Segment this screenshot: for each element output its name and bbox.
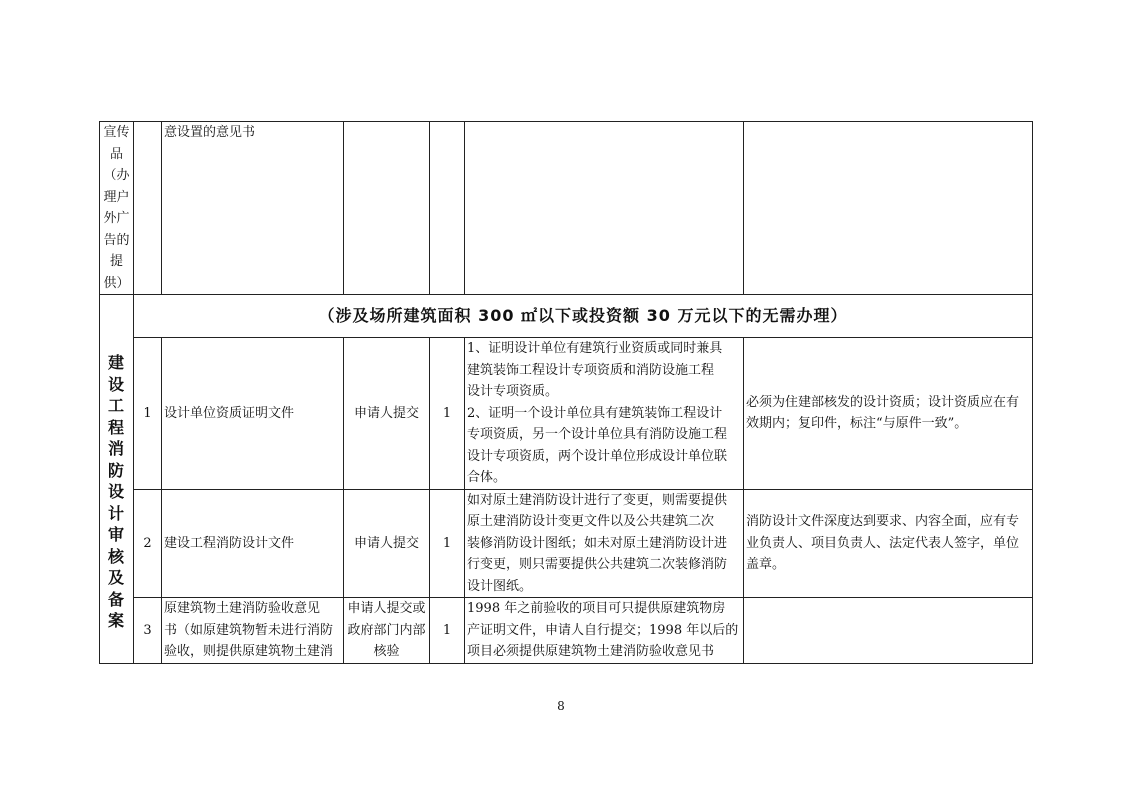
material-line: 原建筑物土建消防验收意见 <box>164 601 321 616</box>
material-name <box>162 598 344 664</box>
material-cell-publicity <box>162 122 344 295</box>
description-line: 原土建消防设计变更文件以及公共建筑二次 <box>467 514 715 529</box>
material-description <box>465 338 744 490</box>
requirement-cell-publicity <box>744 122 1033 295</box>
description-line: 1、证明设计单位有建筑行业资质或同时兼具 <box>467 341 723 356</box>
category-line: 及备 <box>107 568 125 609</box>
category-line: 外广 <box>103 211 130 226</box>
page-number: 8 <box>557 699 565 713</box>
description-line: 设计专项资质，两个设计单位形成设计单位联 <box>467 448 728 464</box>
table-row <box>100 489 1033 598</box>
requirement-line: 盖章。 <box>746 557 786 572</box>
material-source <box>344 598 430 664</box>
material-count: 1 <box>430 338 465 490</box>
material-source: 申请人提交 <box>344 489 430 598</box>
materials-table <box>99 121 1033 664</box>
description-line: 如对原土建消防设计进行了变更，则需要提供 <box>467 492 728 508</box>
category-line: （办 <box>103 168 130 183</box>
source-line: 核验 <box>373 644 400 659</box>
material-description <box>465 489 744 598</box>
description-line: 行变更，则只需要提供公共建筑二次装修消防 <box>467 557 728 572</box>
description-line: 专项资质，另一个设计单位具有消防设施工程 <box>467 427 728 442</box>
category-line: 案 <box>107 611 125 630</box>
category-line: 宣传 <box>103 125 130 140</box>
description-line: 1998 年之前验收的项目可只提供原建筑物房 <box>467 601 726 616</box>
description-line: 建筑装饰工程设计专项资质和消防设施工程 <box>467 362 715 378</box>
material-description <box>465 598 744 664</box>
material-line: 书（如原建筑物暂未进行消防 <box>164 622 334 638</box>
material-source: 申请人提交 <box>344 338 430 490</box>
table-row-section-note <box>100 295 1033 338</box>
description-line: 项目必须提供原建筑物土建消防验收意见书 <box>467 644 715 659</box>
category-line: 告的 <box>103 232 130 248</box>
material-text: 意设置的意见书 <box>164 125 256 140</box>
material-requirement <box>744 598 1033 664</box>
requirement-line: 业负责人、项目负责人、法定代表人签字，单位 <box>746 535 1020 551</box>
description-cell-publicity <box>465 122 744 295</box>
description-line: 设计图纸。 <box>467 578 533 594</box>
row-number: 1 <box>134 338 162 490</box>
material-line: 验收，则提供原建筑物土建消 <box>164 644 334 659</box>
category-line: 理户 <box>103 189 130 205</box>
category-line: 消防 <box>107 439 125 480</box>
category-cell-publicity <box>100 122 134 295</box>
row-number: 3 <box>134 598 162 664</box>
category-line: 供） <box>103 275 130 291</box>
requirement-line: 效期内；复印件，标注“与原件一致”。 <box>746 416 968 432</box>
material-name: 设计单位资质证明文件 <box>162 338 344 490</box>
source-cell-publicity <box>344 122 430 295</box>
table-row-publicity <box>100 122 1033 295</box>
row-number: 2 <box>134 489 162 598</box>
material-name: 建设工程消防设计文件 <box>162 489 344 598</box>
requirement-line: 必须为住建部核发的设计资质；设计资质应在有 <box>746 394 1020 410</box>
source-line: 政府部门内部 <box>347 622 426 638</box>
category-cell-fire-design <box>100 295 134 664</box>
category-line: 品 <box>109 146 123 162</box>
description-line: 2、证明一个设计单位具有建筑装饰工程设计 <box>467 405 723 421</box>
source-line: 申请人提交或 <box>347 601 426 616</box>
description-line: 装修消防设计图纸；如未对原土建消防设计进 <box>467 535 728 551</box>
description-line: 合体。 <box>467 470 507 485</box>
material-requirement <box>744 489 1033 598</box>
category-line: 工程 <box>107 396 125 437</box>
description-line: 设计专项资质。 <box>467 384 559 399</box>
requirement-line: 消防设计文件深度达到要求、内容全面，应有专 <box>746 514 1020 529</box>
table-row <box>100 338 1033 490</box>
count-cell-publicity <box>430 122 465 295</box>
category-line: 提 <box>109 254 123 269</box>
category-line: 建设 <box>107 353 125 394</box>
material-count: 1 <box>430 489 465 598</box>
description-line: 产证明文件，申请人自行提交；1998 年以后的 <box>467 622 739 638</box>
num-cell-publicity <box>134 122 162 295</box>
category-line: 设计 <box>107 482 125 523</box>
category-line: 审核 <box>107 525 125 566</box>
material-requirement <box>744 338 1033 490</box>
table-row <box>100 598 1033 664</box>
section-note: （涉及场所建筑面积 300 ㎡以下或投资额 30 万元以下的无需办理） <box>134 295 1033 338</box>
material-count: 1 <box>430 598 465 664</box>
